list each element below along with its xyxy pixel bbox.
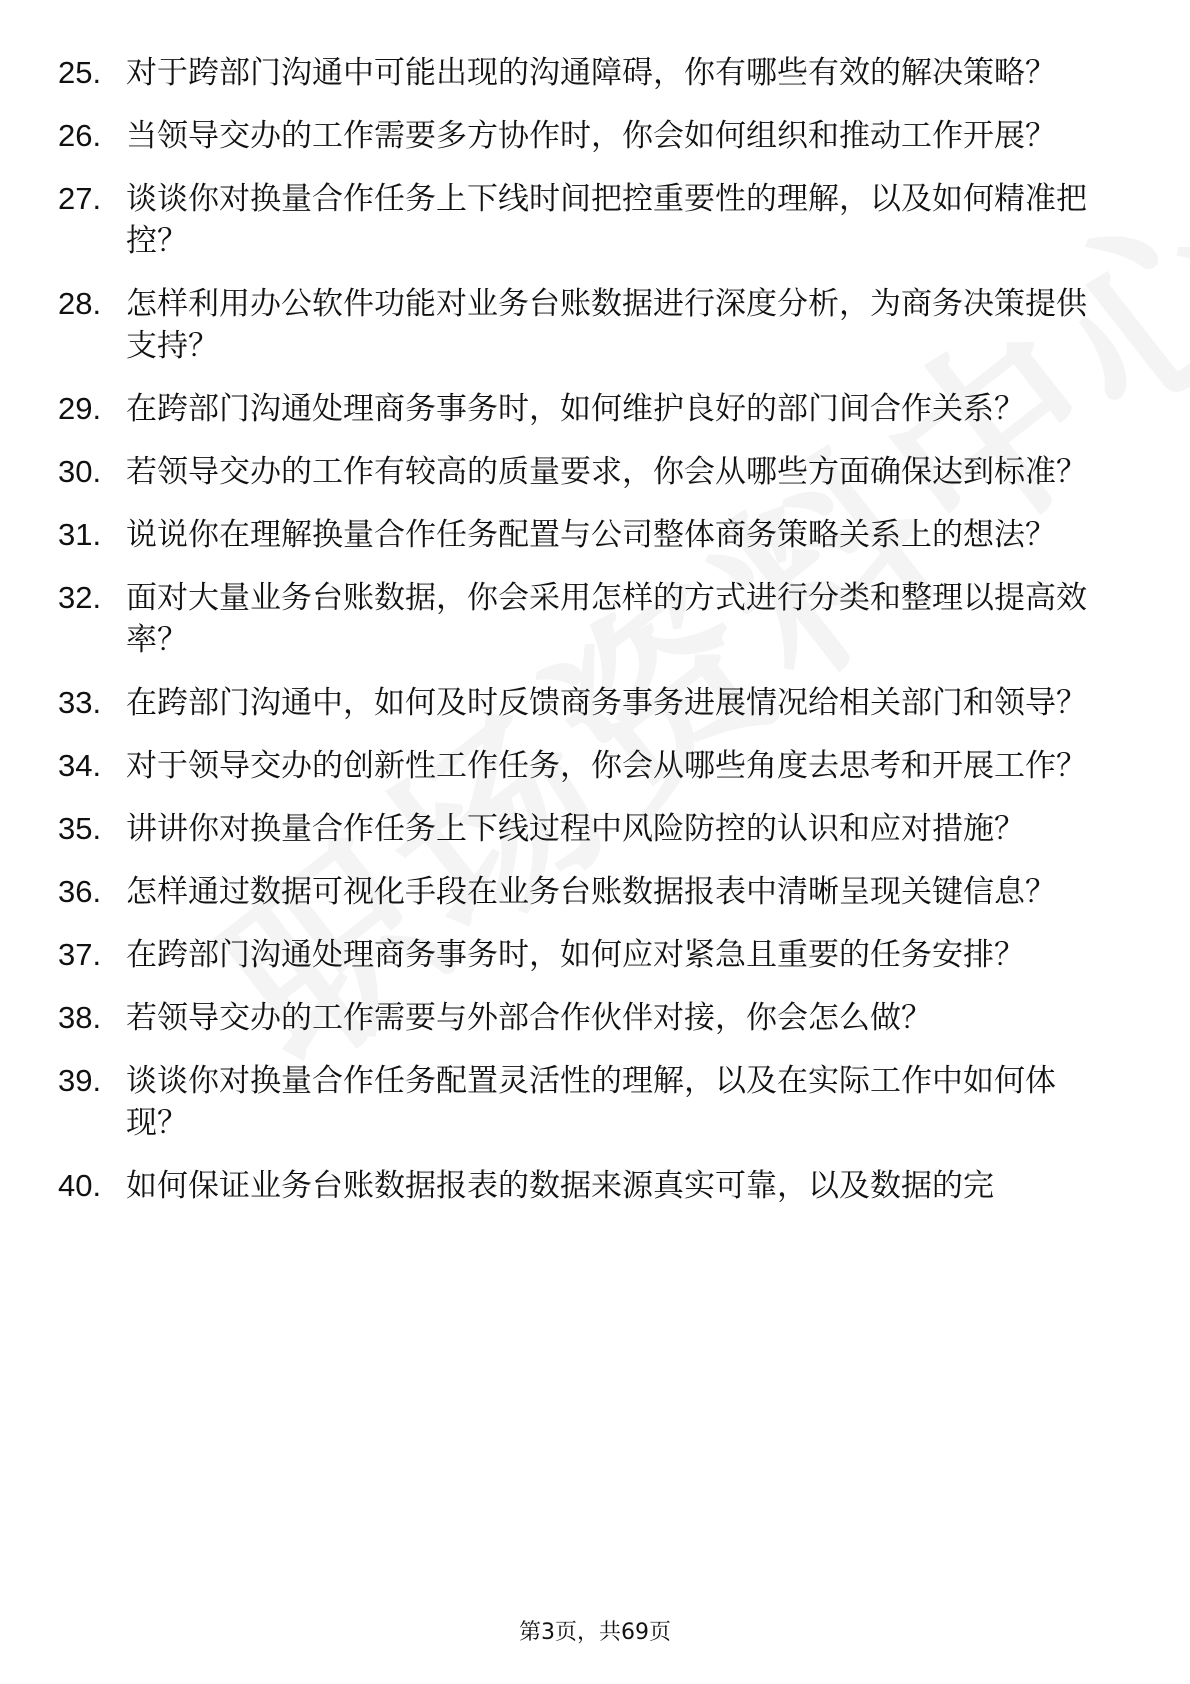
question-item — [0, 283, 1190, 367]
question-text: 怎样通过数据可视化手段在业务台账数据报表中清晰呈现关键信息？ — [126, 874, 1056, 910]
question-text: 当领导交办的工作需要多方协作时，你会如何组织和推动工作开展？ — [126, 118, 1056, 154]
question-item — [0, 178, 1190, 262]
question-item — [0, 577, 1190, 661]
question-text: 谈谈你对换量合作任务上下线时间把控重要性的理解，以及如何精准把控？ — [126, 181, 1087, 259]
question-item — [0, 871, 1190, 913]
question-number: 39. — [58, 1063, 102, 1098]
question-text: 若领导交办的工作需要与外部合作伙伴对接，你会怎么做？ — [126, 1000, 932, 1036]
question-number: 35. — [58, 811, 102, 846]
question-item — [0, 682, 1190, 724]
question-number: 30. — [58, 454, 102, 489]
question-number: 28. — [58, 286, 102, 321]
question-text: 面对大量业务台账数据，你会采用怎样的方式进行分类和整理以提高效率？ — [126, 580, 1087, 658]
question-number: 34. — [58, 748, 102, 783]
question-text: 在跨部门沟通中，如何及时反馈商务事务进展情况给相关部门和领导？ — [126, 685, 1087, 721]
question-number: 40. — [58, 1168, 102, 1203]
question-item — [0, 115, 1190, 157]
question-text: 谈谈你对换量合作任务配置灵活性的理解，以及在实际工作中如何体现？ — [126, 1063, 1056, 1141]
question-number: 31. — [58, 517, 102, 552]
question-item — [0, 1165, 1190, 1207]
question-text: 对于领导交办的创新性工作任务，你会从哪些角度去思考和开展工作？ — [126, 748, 1087, 784]
page-footer: 第3页，共69页 — [519, 1620, 671, 1645]
question-number: 27. — [58, 181, 102, 216]
question-text: 对于跨部门沟通中可能出现的沟通障碍，你有哪些有效的解决策略？ — [126, 55, 1056, 91]
question-item — [0, 451, 1190, 493]
question-item — [0, 997, 1190, 1039]
question-number: 26. — [58, 118, 102, 153]
question-item — [0, 388, 1190, 430]
question-item — [0, 934, 1190, 976]
question-text: 在跨部门沟通处理商务事务时，如何维护良好的部门间合作关系？ — [126, 391, 1025, 427]
question-text: 在跨部门沟通处理商务事务时，如何应对紧急且重要的任务安排？ — [126, 937, 1025, 973]
question-item — [0, 52, 1190, 94]
question-item — [0, 1060, 1190, 1144]
question-text: 如何保证业务台账数据报表的数据来源真实可靠，以及数据的完 — [126, 1168, 994, 1204]
question-number: 25. — [58, 55, 102, 90]
question-number: 36. — [58, 874, 102, 909]
question-text: 讲讲你对换量合作任务上下线过程中风险防控的认识和应对措施？ — [126, 811, 1025, 847]
question-number: 29. — [58, 391, 102, 426]
question-number: 32. — [58, 580, 102, 615]
question-list — [0, 52, 1190, 1228]
question-number: 33. — [58, 685, 102, 720]
question-number: 37. — [58, 937, 102, 972]
question-item — [0, 745, 1190, 787]
question-item — [0, 808, 1190, 850]
question-text: 说说你在理解换量合作任务配置与公司整体商务策略关系上的想法？ — [126, 517, 1056, 553]
question-text: 怎样利用办公软件功能对业务台账数据进行深度分析，为商务决策提供支持？ — [126, 286, 1087, 364]
question-item — [0, 514, 1190, 556]
question-text: 若领导交办的工作有较高的质量要求，你会从哪些方面确保达到标准？ — [126, 454, 1087, 490]
question-number: 38. — [58, 1000, 102, 1035]
